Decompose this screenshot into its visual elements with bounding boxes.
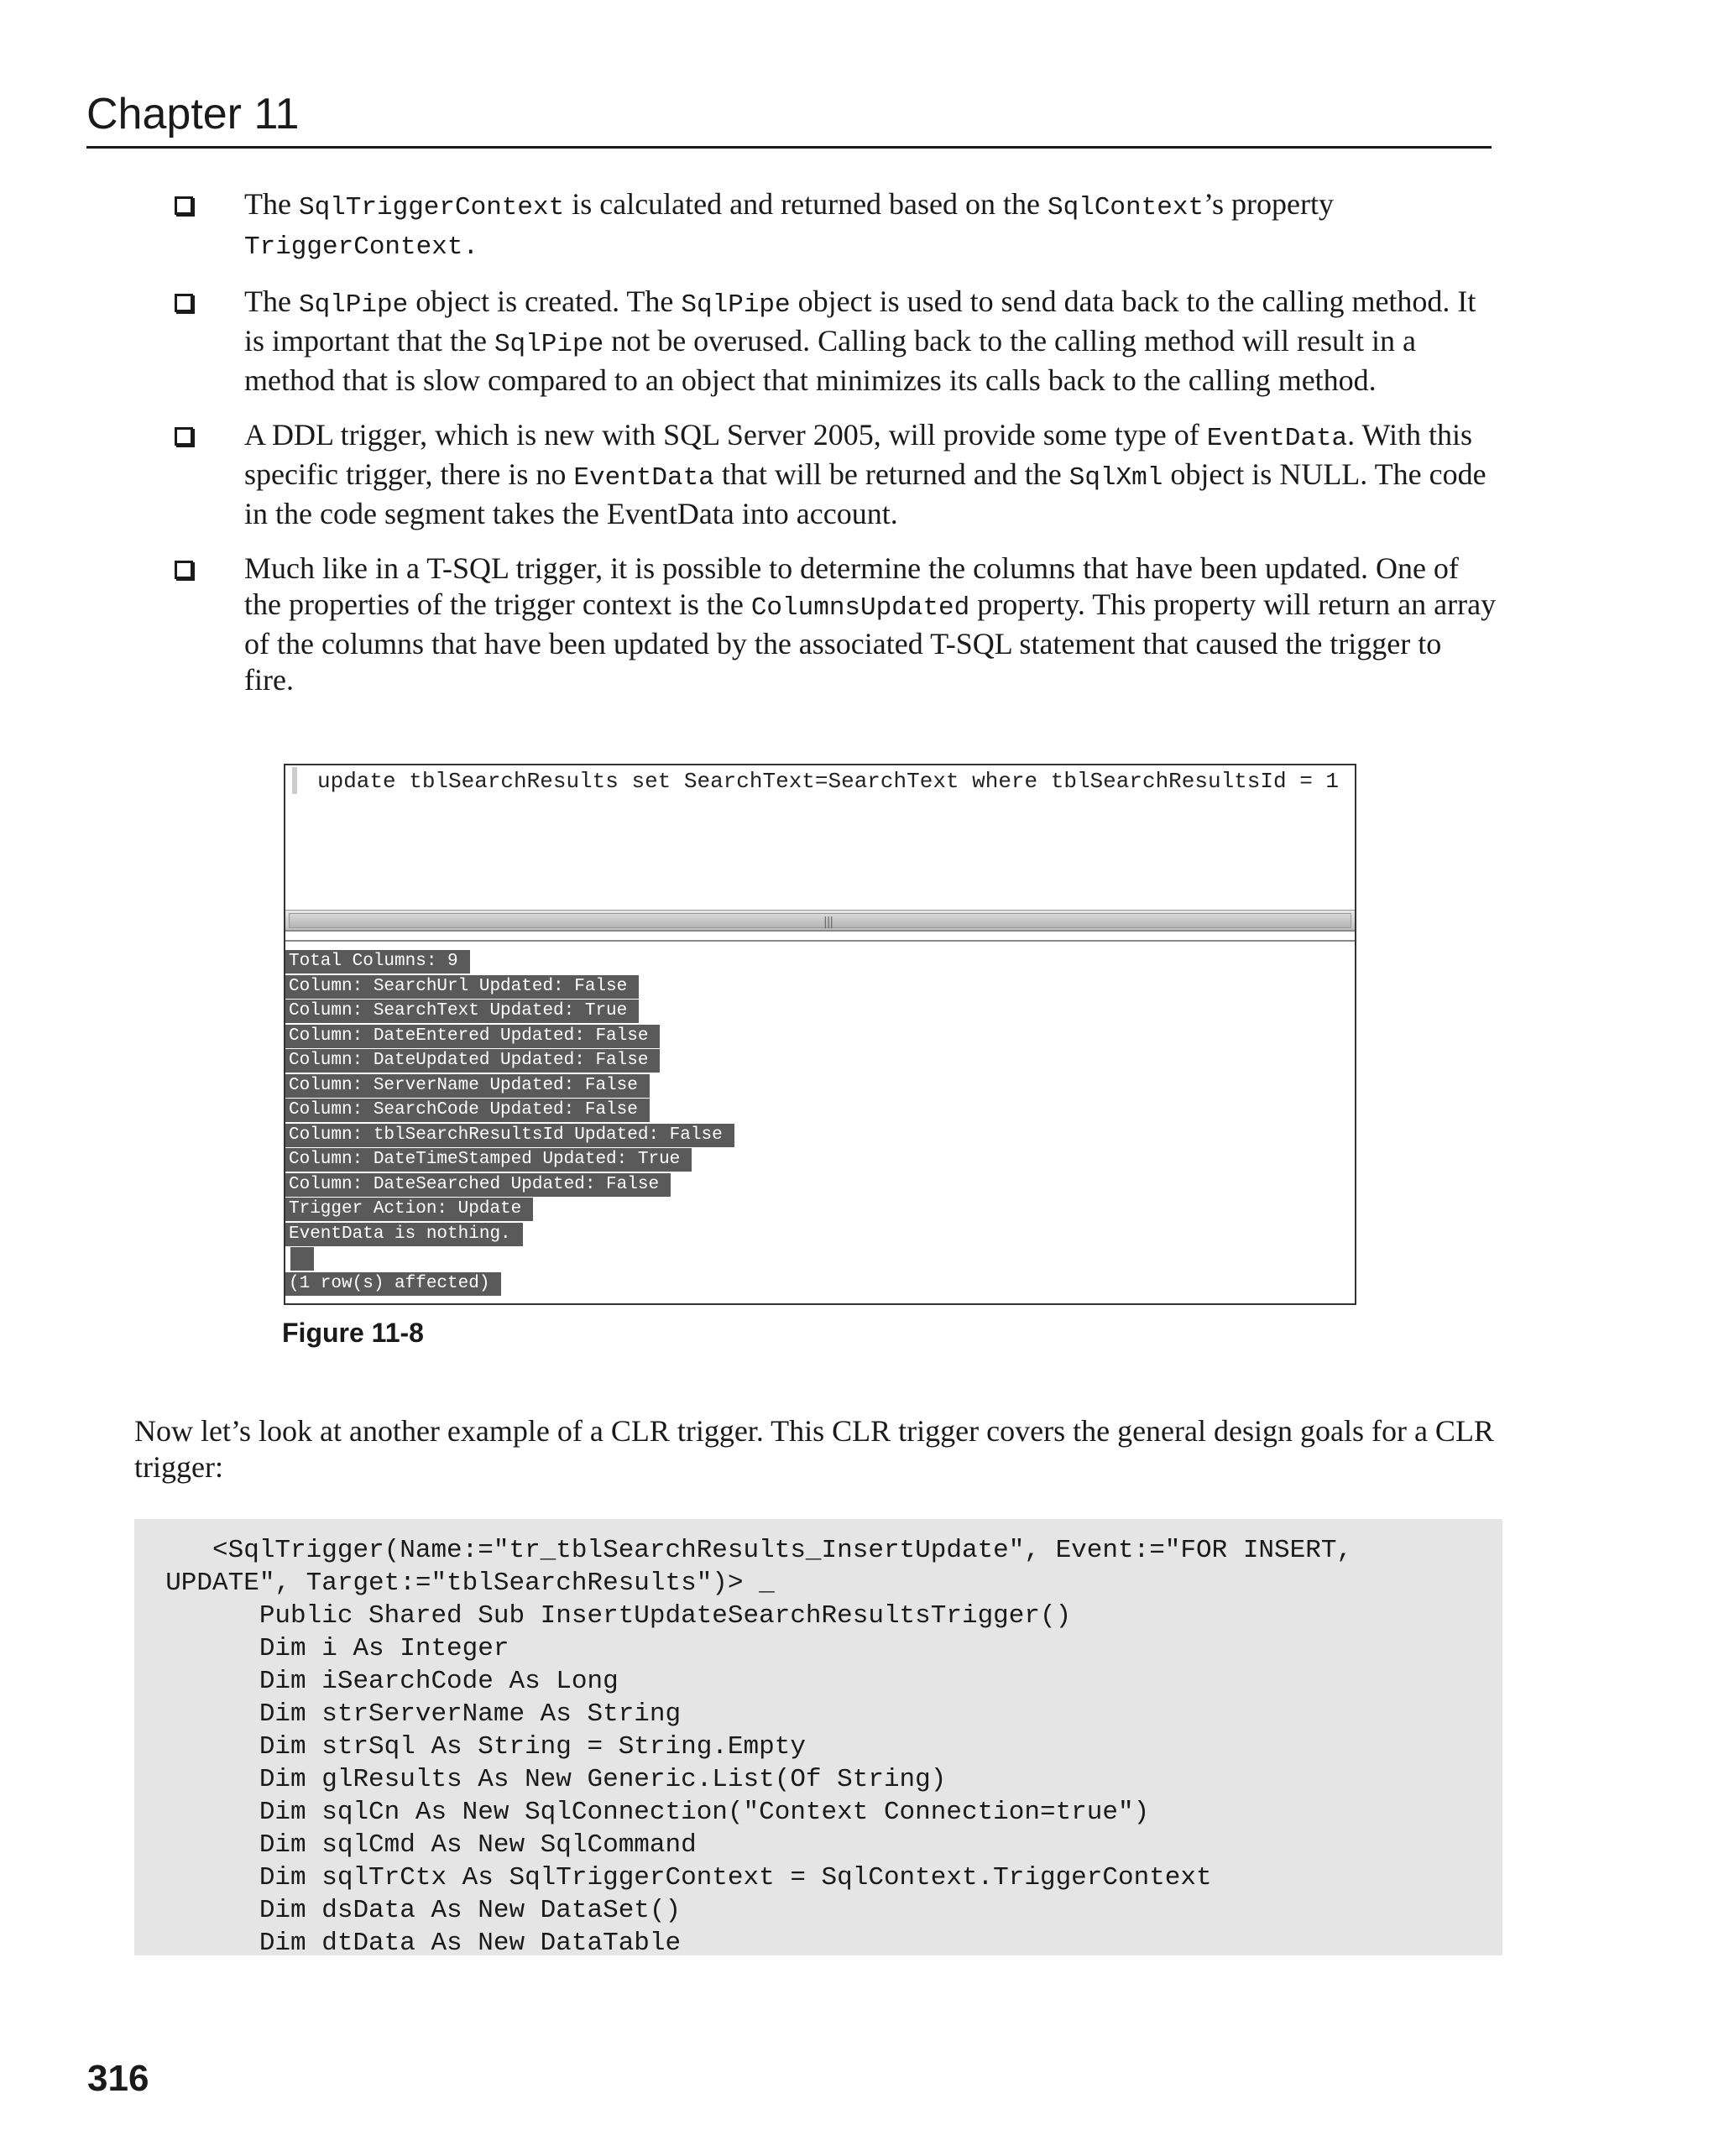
code-line: Dim strSql As String = String.Empty	[134, 1732, 806, 1762]
result-text: Column: DateTimeStamped Updated: True	[285, 1148, 692, 1172]
code-line: Dim glResults As New Generic.List(Of String)	[134, 1765, 947, 1794]
checkbox-bullet-icon	[175, 561, 193, 579]
result-text: Column: DateUpdated Updated: False	[285, 1049, 660, 1073]
result-text: (1 row(s) affected)	[285, 1272, 501, 1296]
inline-code: SqlPipe	[494, 330, 604, 359]
grip-icon: |||	[823, 916, 833, 929]
checkbox-bullet-icon	[175, 427, 193, 446]
bullet-text: object is used to send data back to the calling method. It is important that the	[244, 285, 1476, 358]
result-text: Total Columns: 9	[285, 950, 470, 974]
bullet-list	[172, 186, 1498, 717]
code-line: Dim strServerName As String	[134, 1699, 682, 1729]
result-line	[285, 1049, 1355, 1074]
checkbox-bullet-icon	[175, 196, 193, 215]
inline-code: ColumnsUpdated	[750, 593, 970, 623]
result-text: Trigger Action: Update	[285, 1198, 533, 1221]
bullet-text: Much like in a T-SQL trigger, it is possible to determine the columns that have been updated. One of the properties of the trigger context is the	[244, 551, 1459, 621]
result-line	[285, 950, 1355, 975]
inline-code: SqlTriggerContext	[298, 193, 565, 222]
inline-code: EventData	[573, 463, 714, 493]
code-line: UPDATE", Target:="tblSearchResults")> _	[134, 1569, 775, 1598]
bullet-item	[172, 551, 1498, 698]
bullet-text: The	[244, 285, 299, 318]
page-number: 316	[87, 2058, 149, 2099]
code-line: Dim sqlCn As New SqlConnection("Context Connection=true")	[134, 1798, 1150, 1827]
horizontal-scrollbar[interactable]	[285, 910, 1355, 932]
code-line: Dim dsData As New DataSet()	[134, 1896, 682, 1925]
result-text: Column: DateSearched Updated: False	[285, 1173, 671, 1197]
bullet-text: property. This property will return an array of the columns that have been updated by the associated T-SQL statement that caused the trigger to fire.	[244, 587, 1497, 697]
bullet-item	[172, 284, 1498, 399]
result-line	[285, 1000, 1355, 1025]
bullet-text: object is created. The	[408, 285, 682, 318]
result-line	[285, 1124, 1355, 1149]
result-text: Column: SearchUrl Updated: False	[285, 975, 639, 999]
code-line: <SqlTrigger(Name:="tr_tblSearchResults_InsertUpdate", Event:="FOR INSERT,	[134, 1536, 1353, 1565]
pane-splitter[interactable]	[285, 930, 1355, 942]
scrollbar-thumb[interactable]	[289, 913, 1351, 928]
result-line	[285, 1198, 1355, 1223]
bullet-text: The	[244, 187, 299, 221]
blank-result-line	[290, 1247, 314, 1271]
code-block	[134, 1519, 1502, 1958]
result-text: Column: DateEntered Updated: False	[285, 1025, 660, 1048]
result-text: Column: tblSearchResultsId Updated: False	[285, 1124, 734, 1147]
code-line: Dim sqlCmd As New SqlCommand	[134, 1830, 697, 1860]
result-line	[285, 1173, 1355, 1198]
code-line: Dim iSearchCode As Long	[134, 1667, 619, 1696]
bullet-text: not be overused. Calling back to the calling method will result in a method that is slow compared to an object that minimizes its calls back to the calling method.	[244, 324, 1416, 397]
code-line: Dim i As Integer	[134, 1634, 509, 1663]
bullet-text: that will be returned and the	[713, 457, 1069, 491]
query-editor-pane[interactable]	[285, 765, 1355, 910]
bullet-item	[172, 417, 1498, 532]
inline-code: SqlPipe	[681, 290, 791, 320]
result-line	[285, 1247, 1355, 1272]
result-line	[285, 1223, 1355, 1248]
result-text: EventData is nothing.	[285, 1223, 523, 1246]
result-line	[285, 1099, 1355, 1124]
code-line: Dim sqlTrCtx As SqlTriggerContext = SqlContext.TriggerContext	[134, 1863, 1212, 1892]
bullet-text: ’s property	[1204, 187, 1335, 221]
inline-code: SqlPipe	[298, 290, 409, 320]
result-line	[285, 1025, 1355, 1050]
inline-code: TriggerContext.	[244, 232, 479, 262]
result-line	[285, 1148, 1355, 1173]
result-text: Column: ServerName Updated: False	[285, 1074, 650, 1098]
result-line	[285, 1074, 1355, 1099]
figure-caption: Figure 11-8	[282, 1318, 424, 1348]
checkbox-bullet-icon	[175, 294, 193, 312]
chapter-header	[86, 91, 1492, 149]
result-text: Column: SearchCode Updated: False	[285, 1099, 650, 1122]
bullet-item	[172, 186, 1498, 265]
code-line: Public Shared Sub InsertUpdateSearchResultsTrigger()	[134, 1601, 1072, 1631]
result-line	[285, 975, 1355, 1000]
figure-screenshot	[284, 764, 1356, 1305]
inline-code: SqlXml	[1068, 463, 1163, 493]
bullet-text: . With this specific trigger, there is no	[244, 418, 1473, 491]
inline-code: EventData	[1206, 424, 1348, 453]
bullet-text: is calculated and returned based on the	[564, 187, 1048, 221]
chapter-title: Chapter 11	[86, 90, 300, 138]
query-text[interactable]: update tblSearchResults set SearchText=SearchText where tblSearchResultsId = 1	[317, 769, 1339, 794]
results-pane	[285, 950, 1355, 1303]
code-line: Dim dtData As New DataTable	[134, 1929, 682, 1958]
inline-code: SqlContext	[1048, 193, 1204, 222]
editor-margin	[292, 767, 297, 794]
result-text: Column: SearchText Updated: True	[285, 1000, 639, 1023]
intro-paragraph: Now let’s look at another example of a CLR trigger. This CLR trigger covers the general design goals for a CLR trigger:	[134, 1414, 1494, 1484]
bullet-text: object is NULL. The code in the code segment takes the EventData into account.	[244, 457, 1486, 530]
bullet-text: A DDL trigger, which is new with SQL Server 2005, will provide some type of	[244, 418, 1207, 452]
result-line	[285, 1272, 1355, 1297]
